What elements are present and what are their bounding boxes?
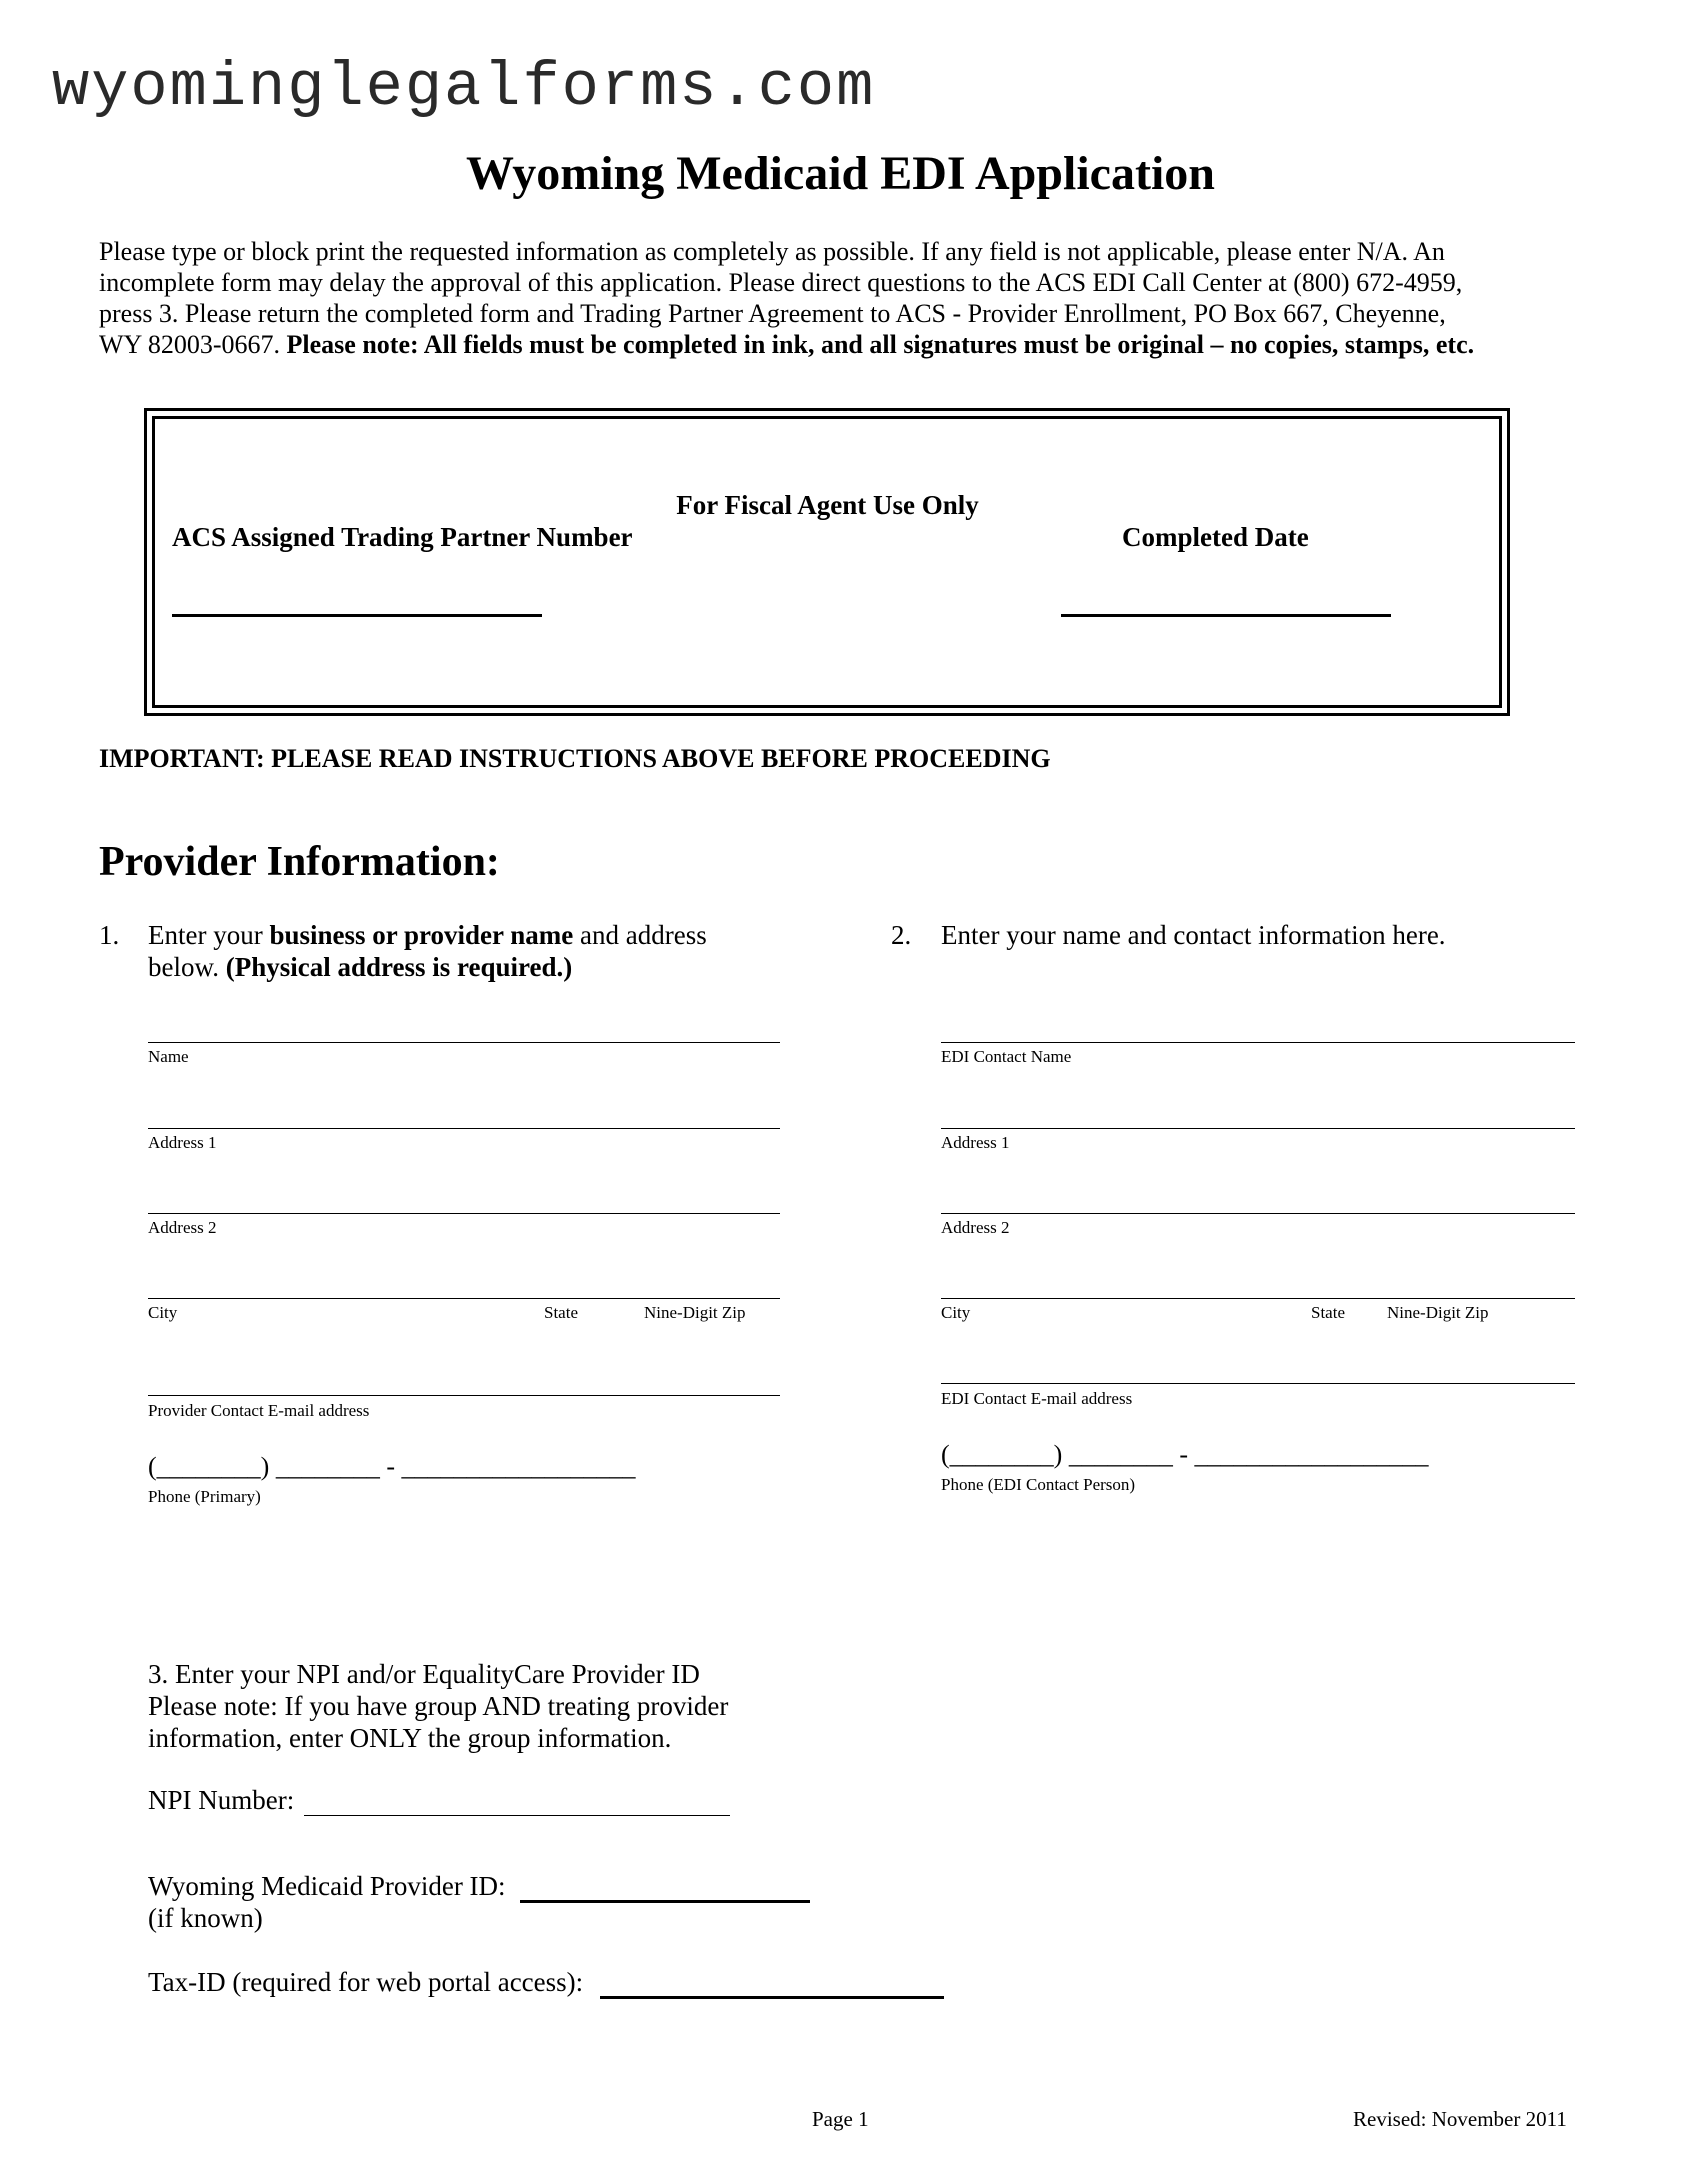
item3-instruction: 3. Enter your NPI and/or EqualityCare Provider ID [148, 1659, 700, 1689]
completed-date-field[interactable] [1061, 614, 1391, 617]
edi-email-label: EDI Contact E-mail address [941, 1389, 1133, 1408]
medicaid-provider-id-note: (if known) [148, 1903, 263, 1933]
item1-text-bold: (Physical address is required.) [225, 952, 573, 982]
item1-text: Enter your [148, 920, 270, 950]
item1-instruction-line2 [148, 952, 572, 983]
watermark-text: wyominglegalforms.com [52, 52, 876, 123]
instructions-line [99, 329, 1599, 360]
provider-city-label: City [148, 1303, 178, 1322]
edi-address1-label: Address 1 [941, 1133, 1010, 1152]
fiscal-agent-box [152, 416, 1502, 708]
edi-city-label: City [941, 1303, 971, 1322]
medicaid-provider-id-field[interactable] [520, 1900, 810, 1903]
item1-number: 1. [99, 920, 120, 950]
provider-zip-label: Nine-Digit Zip [644, 1303, 746, 1322]
instructions-line: incomplete form may delay the approval of this application. Please direct questions to the ACS EDI Call Center at (800) 672-4959, [99, 268, 1463, 297]
item2-number: 2. [891, 920, 912, 950]
edi-zip-label: Nine-Digit Zip [1387, 1303, 1489, 1322]
revision-date: Revised: November 2011 [1353, 2107, 1567, 2131]
item1-text-bold: business or provider name [269, 920, 574, 950]
provider-email-label: Provider Contact E-mail address [148, 1401, 370, 1420]
medicaid-provider-id-label: Wyoming Medicaid Provider ID: [148, 1871, 506, 1901]
item3-note: information, enter ONLY the group information. [148, 1723, 672, 1753]
provider-state-label: State [544, 1303, 578, 1322]
instructions-paragraph [99, 236, 1599, 360]
provider-phone-field[interactable]: (________) ________ - __________________ [148, 1452, 636, 1481]
page-number: Page 1 [812, 2107, 869, 2131]
edi-email-field[interactable] [941, 1383, 1575, 1384]
item1-instruction [148, 920, 707, 951]
tax-id-field[interactable] [600, 1996, 944, 1999]
section-title-provider-information: Provider Information: [99, 839, 500, 885]
important-notice: IMPORTANT: PLEASE READ INSTRUCTIONS ABOVE BEFORE PROCEEDING [99, 744, 1051, 773]
edi-phone-field[interactable]: (________) ________ - __________________ [941, 1440, 1429, 1469]
provider-phone-label: Phone (Primary) [148, 1487, 261, 1506]
instructions-text: WY 82003-0667. [99, 330, 287, 359]
tax-id-label: Tax-ID (required for web portal access): [148, 1967, 584, 1997]
provider-address2-field[interactable] [148, 1213, 780, 1214]
edi-contact-name-field[interactable] [941, 1042, 1575, 1043]
trading-partner-number-field[interactable] [172, 614, 542, 617]
provider-name-field[interactable] [148, 1042, 780, 1043]
item1-text: and address [573, 920, 707, 950]
edi-city-state-zip-field[interactable] [941, 1298, 1575, 1299]
provider-city-state-zip-field[interactable] [148, 1298, 780, 1299]
edi-address2-label: Address 2 [941, 1218, 1010, 1237]
edi-state-label: State [1311, 1303, 1345, 1322]
form-title: Wyoming Medicaid EDI Application [466, 147, 1215, 200]
item1-text: below. [148, 952, 226, 982]
edi-address2-field[interactable] [941, 1213, 1575, 1214]
provider-address1-label: Address 1 [148, 1133, 217, 1152]
instructions-line: Please type or block print the requested information as completely as possible. If any field is not applicable, please enter N/A. An [99, 237, 1445, 266]
edi-address1-field[interactable] [941, 1128, 1575, 1129]
npi-number-label: NPI Number: [148, 1785, 295, 1815]
provider-email-field[interactable] [148, 1395, 780, 1396]
completed-date-label: Completed Date [1122, 522, 1309, 552]
instructions-line: press 3. Please return the completed form and Trading Partner Agreement to ACS - Provider Enrollment, PO Box 667, Cheyenne, [99, 299, 1446, 328]
edi-phone-label: Phone (EDI Contact Person) [941, 1475, 1136, 1494]
provider-address2-label: Address 2 [148, 1218, 217, 1237]
item3-note: Please note: If you have group AND treating provider [148, 1691, 729, 1721]
provider-address1-field[interactable] [148, 1128, 780, 1129]
edi-contact-name-label: EDI Contact Name [941, 1047, 1072, 1066]
npi-number-field[interactable] [304, 1815, 730, 1816]
fiscal-agent-heading: For Fiscal Agent Use Only [676, 490, 979, 520]
provider-name-label: Name [148, 1047, 189, 1066]
instructions-note: Please note: All fields must be completed in ink, and all signatures must be original – no copies, stamps, etc. [286, 330, 1475, 359]
trading-partner-number-label: ACS Assigned Trading Partner Number [172, 522, 633, 552]
item2-instruction: Enter your name and contact information here. [941, 920, 1446, 950]
